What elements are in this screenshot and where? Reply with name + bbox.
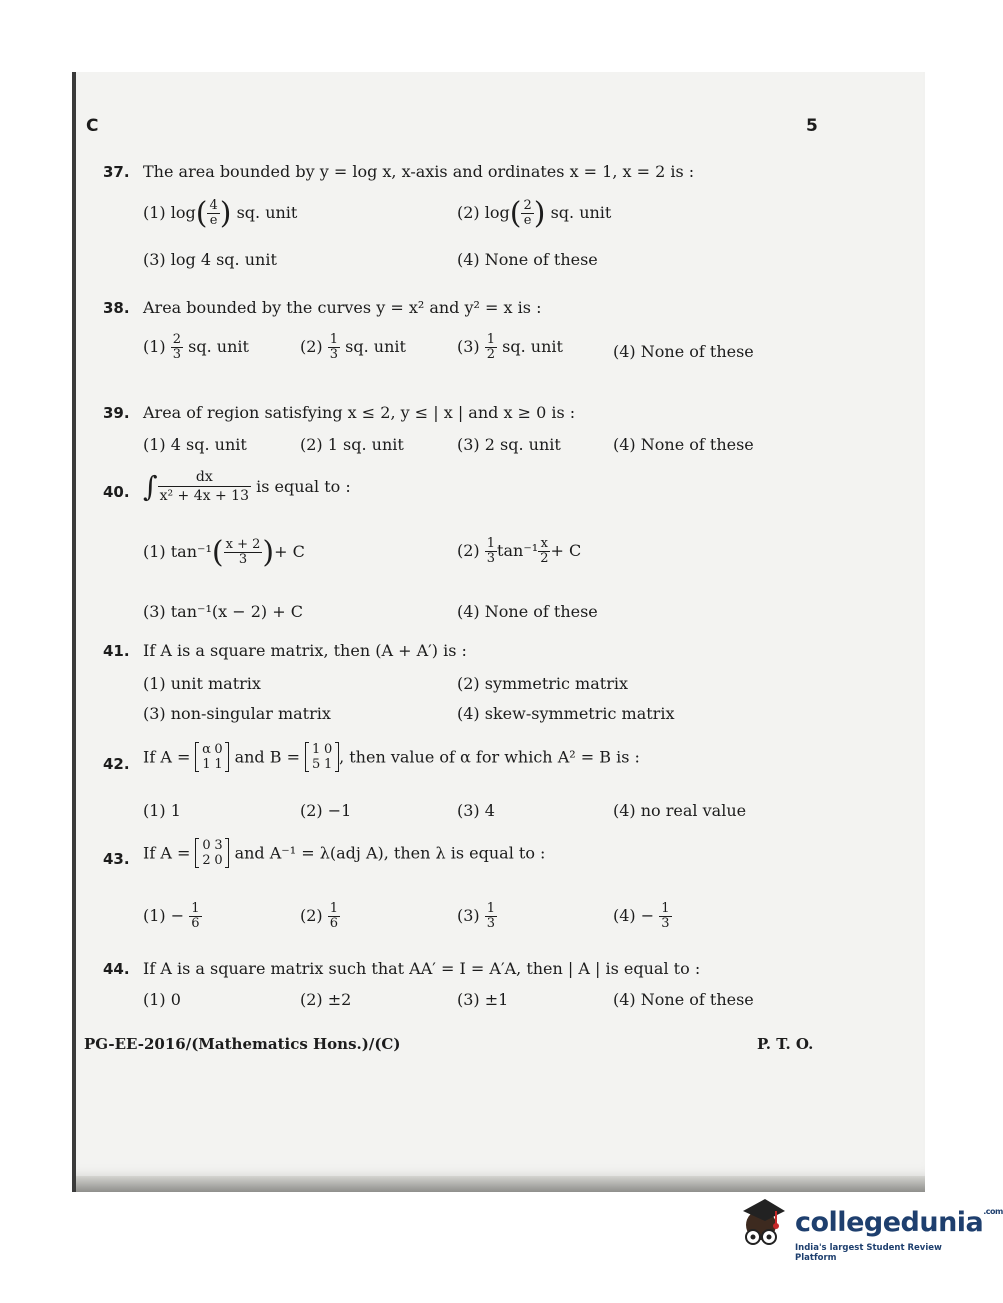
matrix-cell: 3: [214, 838, 223, 853]
question-suffix: , then value of α for which A² = B is :: [339, 747, 640, 767]
fraction: [328, 333, 340, 362]
option-4: [613, 902, 672, 931]
option-1: [143, 902, 202, 931]
option-2: [300, 333, 406, 362]
question-number: 40.: [103, 483, 130, 501]
option-suffix: + C: [550, 541, 582, 560]
question-text: is equal to :: [256, 477, 351, 496]
option-1: [143, 196, 297, 231]
option-1: (1) 0: [143, 990, 181, 1009]
collegedunia-logo: [735, 1195, 1003, 1265]
option-4: (4) skew-symmetric matrix: [457, 704, 675, 723]
denominator: 6: [329, 916, 339, 931]
option-1: (1) 1: [143, 801, 181, 820]
numerator: x: [538, 537, 550, 552]
option-2: (2) ±2: [300, 990, 352, 1009]
option-prefix: (2) log: [457, 203, 510, 222]
option-2: (2) 1 sq. unit: [300, 435, 404, 454]
numerator: 4: [209, 198, 218, 213]
option-prefix: (2): [457, 541, 480, 560]
denominator: e: [209, 213, 218, 228]
option-3: (3) tan⁻¹(x − 2) + C: [143, 602, 303, 621]
question-number: 42.: [103, 755, 130, 773]
question-suffix: and A⁻¹ = λ(adj A), then λ is equal to :: [234, 843, 546, 863]
paren-right: ): [219, 196, 232, 231]
option-prefix: (1) tan⁻¹: [143, 542, 212, 561]
numerator: x + 2: [225, 537, 261, 552]
denominator: 3: [486, 916, 496, 931]
option-4: (4) None of these: [457, 250, 598, 269]
logo-tagline: India's largest Student Review Platform: [795, 1243, 942, 1263]
denominator: x² + 4x + 13: [159, 488, 249, 504]
question-text: [143, 838, 545, 868]
option-suffix: sq. unit: [188, 337, 249, 356]
denominator: 6: [191, 916, 200, 931]
option-3: (3) non-singular matrix: [143, 704, 331, 723]
fraction: [328, 902, 340, 931]
option-suffix: sq. unit: [550, 203, 612, 222]
matrix-cell: 1: [214, 757, 223, 772]
fraction: [207, 199, 219, 228]
scanned-page: [72, 72, 925, 1192]
fraction: [659, 902, 671, 931]
fraction: [485, 902, 497, 931]
numerator: 1: [486, 901, 496, 916]
pto-label: P. T. O.: [757, 1035, 814, 1053]
option-suffix: + C: [274, 542, 305, 561]
option-prefix: (2): [300, 906, 323, 925]
option-3: (3) 4: [457, 801, 495, 820]
matrix-cell: 1: [202, 757, 211, 772]
matrix-b: [305, 742, 339, 772]
denominator: 2: [486, 347, 496, 362]
option-2: [300, 902, 340, 931]
denominator: 3: [661, 916, 670, 931]
option-4: (4) None of these: [613, 435, 754, 454]
option-3: (3) log 4 sq. unit: [143, 250, 277, 269]
option-prefix: (1) log: [143, 203, 196, 222]
fraction: [485, 333, 497, 362]
option-suffix: sq. unit: [502, 337, 563, 356]
option-3: (3) 2 sq. unit: [457, 435, 561, 454]
fraction: [171, 333, 183, 362]
fraction: [158, 468, 251, 505]
logo-name: collegedunia: [795, 1207, 984, 1238]
option-prefix: (4) −: [613, 906, 655, 925]
question-number: 43.: [103, 850, 130, 868]
question-number: 44.: [103, 960, 130, 978]
option-1: [143, 535, 305, 570]
matrix-cell: 2: [202, 853, 211, 868]
matrix-cell: 0: [323, 742, 333, 757]
page-number: 5: [806, 116, 818, 136]
matrix-cell: 5: [311, 757, 321, 772]
option-3: [457, 902, 497, 931]
numerator: 1: [329, 332, 339, 347]
option-1: (1) unit matrix: [143, 674, 261, 693]
matrix-a: [195, 742, 229, 772]
question-number: 37.: [103, 163, 130, 181]
matrix-cell: α: [202, 742, 211, 757]
question-text: The area bounded by y = log x, x-axis and ordinates x = 1, x = 2 is :: [143, 162, 695, 181]
numerator: 1: [329, 901, 339, 916]
fraction: [189, 902, 201, 931]
question-text: Area bounded by the curves y = x² and y² = x is :: [143, 298, 542, 317]
denominator: e: [523, 213, 532, 228]
denominator: 3: [172, 347, 182, 362]
question-number: 38.: [103, 299, 130, 317]
paren-left: (: [195, 196, 208, 231]
option-4: (4) no real value: [613, 801, 747, 820]
question-prefix: If A =: [143, 843, 191, 863]
denominator: 2: [540, 551, 549, 566]
integral-sign: ∫: [143, 470, 158, 503]
option-prefix: (3): [457, 337, 480, 356]
denominator: 3: [238, 552, 248, 567]
denominator: 3: [329, 347, 339, 362]
option-2: (2) −1: [300, 801, 352, 820]
option-2: [457, 196, 611, 231]
matrix-cell: 0: [202, 838, 211, 853]
numerator: 1: [486, 332, 496, 347]
fraction: [224, 538, 263, 567]
option-4: (4) None of these: [457, 602, 598, 621]
option-suffix: sq. unit: [236, 203, 298, 222]
paren-right: ): [533, 196, 546, 231]
option-function: tan⁻¹: [497, 541, 539, 560]
option-1: (1) 4 sq. unit: [143, 435, 247, 454]
question-text: If A is a square matrix such that AA′ = I = A′A, then | A | is equal to :: [143, 959, 701, 978]
matrix-cell: 1: [323, 757, 333, 772]
question-text: If A is a square matrix, then (A + A′) is :: [143, 641, 467, 660]
integral-expression: [143, 468, 351, 505]
numerator: 2: [172, 332, 182, 347]
question-number: 41.: [103, 642, 130, 660]
fraction: [485, 537, 497, 566]
option-4: (4) None of these: [613, 990, 754, 1009]
question-text: Area of region satisfying x ≤ 2, y ≤ | x | and x ≥ 0 is :: [143, 403, 576, 422]
option-prefix: (3): [457, 906, 480, 925]
matrix-cell: 1: [311, 742, 321, 757]
question-number: 39.: [103, 404, 130, 422]
question-prefix: If A =: [143, 747, 191, 767]
numerator: 2: [523, 198, 532, 213]
set-label: C: [86, 116, 99, 136]
numerator: 1: [191, 901, 200, 916]
option-1: [143, 333, 249, 362]
option-suffix: sq. unit: [345, 337, 406, 356]
fraction: [538, 537, 550, 566]
question-text: [143, 742, 640, 772]
option-3: [457, 333, 563, 362]
logo-domain: .com: [983, 1207, 1003, 1216]
paren-left: (: [509, 196, 522, 231]
numerator: 1: [486, 536, 496, 551]
option-4: (4) None of these: [613, 342, 754, 361]
numerator: dx: [158, 468, 251, 487]
option-prefix: (1) −: [143, 906, 185, 925]
question-connector: and B =: [234, 747, 300, 767]
matrix-a: [195, 838, 229, 868]
option-prefix: (1): [143, 337, 166, 356]
paren-left: (: [211, 535, 224, 570]
option-prefix: (2): [300, 337, 323, 356]
logo-wordmark: [795, 1207, 1003, 1238]
option-3: (3) ±1: [457, 990, 509, 1009]
paper-code: PG-EE-2016/(Mathematics Hons.)/(C): [84, 1035, 401, 1053]
option-2: [457, 537, 581, 566]
matrix-cell: 0: [214, 742, 223, 757]
numerator: 1: [661, 901, 670, 916]
mascot-icon: [735, 1195, 793, 1257]
matrix-cell: 0: [214, 853, 223, 868]
paren-right: ): [262, 535, 275, 570]
denominator: 3: [486, 551, 496, 566]
option-2: (2) symmetric matrix: [457, 674, 628, 693]
fraction: [521, 199, 533, 228]
